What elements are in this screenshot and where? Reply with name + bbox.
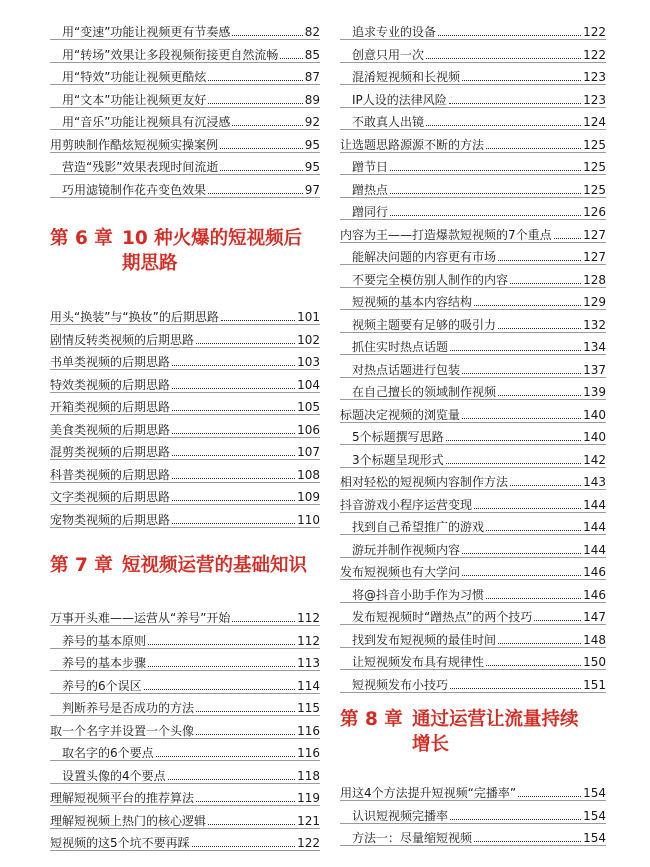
toc-entry-title: 短视频发布小技巧 [352,677,449,692]
toc-entry-title: 抓住实时热点话题 [352,340,449,354]
dot-leader [510,283,581,284]
dot-leader [486,530,581,531]
dot-leader [196,801,295,802]
toc-subentry [340,62,606,84]
toc-entry-title: 5个标题撰写思路 [352,430,444,444]
chapter-title-line2: 增长 [412,734,450,755]
toc-page-number: 144 [583,520,606,534]
dot-leader [446,440,581,441]
dot-leader [390,170,581,171]
toc-entry-title: 不敢真人出镜 [352,115,425,129]
toc-entry [340,220,606,242]
toc-page-number: 108 [297,467,320,482]
toc-entry [50,347,320,369]
toc-entry-title: 用“特效”功能让视频更酷炫 [62,70,207,84]
toc-entry [50,370,320,392]
toc-entry-title: 认识短视频完播率 [352,808,449,823]
toc-page-number: 89 [304,92,320,107]
dot-leader [462,418,581,419]
toc-subentry [340,801,606,823]
toc-page-number: 146 [583,565,606,579]
toc-page-number: 144 [583,542,606,557]
toc-entry-title: 特效类视频的后期思路 [50,377,171,392]
dot-leader [474,305,581,306]
toc-entry [50,302,320,324]
toc-entry-title: 发布短视频时“蹭热点”的两个技巧 [352,610,533,624]
chapter-number: 第 8 章 [340,709,403,730]
toc-entry-title: 能解决问题的内容更有市场 [352,250,497,264]
toc-page-number: 118 [297,768,320,783]
chapter-number: 第 7 章 [50,555,113,576]
toc-page-number: 113 [297,656,320,670]
toc-page-number: 144 [583,497,606,512]
dot-leader [172,365,295,366]
dot-leader [172,388,295,389]
toc-page-number: 122 [583,47,606,62]
toc-page-number: 107 [297,445,320,459]
toc-page-number: 123 [583,92,606,107]
toc-subentry [340,310,606,332]
toc-entry [50,460,320,482]
toc-page-number: 116 [297,723,320,738]
toc-entry-title: 找到发布短视频的最佳时间 [352,632,497,647]
toc-entry-title: 游玩并制作视频内容 [352,542,461,557]
chapter-title-line1: 短视频运营的基础知识 [122,555,308,576]
toc-entry [50,130,320,152]
toc-entry [340,130,606,152]
dot-leader [498,643,581,644]
toc-page-number: 148 [583,632,606,647]
toc-entry [340,557,606,579]
toc-subentry [50,693,320,715]
toc-page-number: 126 [583,205,606,219]
chapter-8-heading [340,707,606,757]
toc-subentry [50,626,320,648]
toc-entry-title: 理解短视频平台的推荐算法 [50,791,195,805]
toc-page-number: 116 [297,746,320,760]
toc-entry [50,482,320,504]
toc-subentry [340,823,606,845]
toc-page-number: 143 [583,475,606,489]
chapter-title-line2: 期思路 [122,253,178,274]
toc-subentry [340,265,606,287]
toc-entry-title: 相对轻松的短视频内容制作方法 [340,475,509,489]
dot-leader [172,500,295,501]
dot-leader [196,734,295,735]
toc-page-number: 106 [297,422,320,437]
toc-entry-title: 剧情反转类视频的后期思路 [50,332,195,347]
toc-entry [340,490,606,512]
dot-leader [450,350,581,351]
dot-leader [426,58,581,59]
toc-page-number: 87 [304,70,320,84]
toc-page-number: 151 [583,677,606,692]
toc-page-number: 104 [297,377,320,392]
toc-page-number: 128 [583,272,606,287]
toc-subentry [340,332,606,354]
toc-subentry [340,355,606,377]
toc-entry [340,778,606,800]
dot-leader [390,193,581,194]
chapter-6-heading [50,226,320,276]
dot-leader [148,644,295,645]
toc-subentry [50,738,320,760]
chapter-number: 第 6 章 [50,228,113,249]
dot-leader [168,779,295,780]
toc-subentry [340,445,606,467]
toc-entry-title: 在自己擅长的领域制作视频 [352,385,497,399]
toc-entry-title: 养号的6个误区 [62,678,142,693]
toc-entry-title: 让选题思路源源不断的方法 [340,137,485,152]
toc-entry-title: 混淆短视频和长视频 [352,70,461,84]
dot-leader [498,395,581,396]
row-divider [340,845,606,846]
toc-entry-title: 不要完全模仿别人制作的内容 [352,272,509,287]
toc-subentry [340,242,606,264]
dot-leader [172,433,295,434]
toc-entry-title: 创意只用一次 [352,47,425,62]
toc-page-number: 85 [304,47,320,62]
toc-page-number: 154 [583,786,606,800]
chapter-title-line1: 通过运营让流量持续 [412,709,579,730]
toc-entry-title: 短视频的这5个坑不要再踩 [50,836,190,850]
toc-entry [50,783,320,805]
toc-subentry [340,197,606,219]
toc-entry-title: 用“音乐”功能让视频具有沉浸感 [62,115,231,129]
toc-page-number: 119 [297,791,320,805]
toc-page-number: 146 [583,587,606,602]
toc-entry-title: 方法一：尽量缩短视频 [352,831,473,845]
toc-page-number: 92 [304,115,320,129]
toc-entry-title: 视频主题要有足够的吸引力 [352,317,497,332]
dot-leader [144,689,295,690]
toc-page-number: 122 [297,836,320,850]
toc-entry-title: 巧用滤镜制作花卉变色效果 [62,182,207,197]
toc-subentry [340,625,606,647]
toc-subentry [340,152,606,174]
toc-page-number: 140 [583,407,606,422]
toc-entry-title: 用头“换装”与“换妆”的后期思路 [50,310,219,324]
toc-subentry [340,377,606,399]
toc-entry-title: 用剪映制作酷炫短视频实操案例 [50,137,219,152]
toc-entry [340,467,606,489]
toc-entry-title: 将@抖音小助手作为习惯 [352,587,485,602]
dot-leader [534,620,581,621]
toc-entry-title: 抖音游戏小程序运营变现 [340,497,473,512]
toc-page-number: 112 [297,633,320,648]
toc-subentry [340,422,606,444]
dot-leader [498,260,581,261]
toc-entry-title: 让短视频发布具有规律性 [352,655,485,669]
toc-entry-title: 万事开头难——运营从“养号”开始 [50,611,231,625]
toc-subentry [50,40,320,62]
dot-leader [232,621,295,622]
toc-page-number: 125 [583,137,606,152]
dot-leader [474,508,581,509]
toc-page-number: 82 [304,25,320,39]
toc-page-number: 122 [583,25,606,39]
toc-page-number: 110 [297,512,320,527]
chapter-7-heading [50,553,320,578]
toc-subentry [340,670,606,692]
dot-leader [232,125,302,126]
toc-subentry [50,152,320,174]
toc-page-number: 101 [297,310,320,324]
toc-entry [50,603,320,625]
dot-leader [221,320,295,321]
dot-leader [486,665,581,666]
dot-leader [172,410,295,411]
toc-subentry [50,107,320,129]
toc-entry-title: 养号的基本步骤 [62,656,147,670]
toc-subentry [340,647,606,669]
dot-leader [172,478,295,479]
dot-leader [280,58,302,59]
toc-entry [50,437,320,459]
toc-entry-title: 蹭节日 [352,160,389,174]
toc-entry-title: 3个标题呈现形式 [352,452,444,467]
dot-leader [449,103,581,104]
dot-leader [196,343,295,344]
toc-page-number: 124 [583,115,606,129]
dot-leader [148,666,295,667]
toc-page-number: 154 [583,831,606,845]
dot-leader [172,455,295,456]
dot-leader [462,373,581,374]
toc-page-number: 125 [583,182,606,197]
dot-leader [192,846,295,847]
dot-leader [156,756,295,757]
toc-subentry [50,648,320,670]
toc-entry [50,325,320,347]
toc-entry-title: 混剪类视频的后期思路 [50,445,171,459]
dot-leader [220,148,303,149]
dot-leader [518,796,581,797]
row-divider [50,197,320,198]
toc-subentry [340,85,606,107]
toc-entry-title: 养号的基本原则 [62,633,147,648]
dot-leader [450,688,581,689]
dot-leader [462,575,581,576]
toc-page-number: 142 [583,452,606,467]
dot-leader [486,598,581,599]
chapter-title-line1: 10 种火爆的短视频后 [122,228,303,249]
dot-leader [426,125,581,126]
toc-page-number: 140 [583,430,606,444]
toc-subentry [50,175,320,197]
toc-page-number: 137 [583,362,606,377]
toc-entry-title: 短视频的基本内容结构 [352,295,473,309]
toc-page-number: 127 [583,227,606,242]
dot-leader [196,711,295,712]
toc-entry-title: 取名字的6个要点 [62,746,154,760]
toc-page-number: 132 [583,317,606,332]
toc-page-number: 97 [304,182,320,197]
toc-subentry [340,512,606,534]
row-divider [50,850,320,851]
toc-page-number: 150 [583,655,606,669]
toc-entry-title: 蹭热点 [352,182,389,197]
toc-subentry [340,107,606,129]
dot-leader [208,824,295,825]
toc-entry-title: 书单类视频的后期思路 [50,355,171,369]
toc-entry [50,828,320,850]
toc-page-number: 134 [583,340,606,354]
toc-entry-title: 营造“残影”效果表现时间流逝 [62,160,219,174]
toc-entry-title: 内容为王——打造爆款短视频的7个重点 [340,227,552,242]
toc-entry-title: 理解短视频上热门的核心逻辑 [50,813,207,828]
toc-entry-title: 宠物类视频的后期思路 [50,512,171,527]
toc-entry-title: 用“变速”功能让视频更有节奏感 [62,25,231,39]
dot-leader [554,238,581,239]
toc-page-number: 102 [297,332,320,347]
toc-entry-title: 取一个名字并设置一个头像 [50,723,195,738]
dot-leader [498,328,581,329]
toc-subentry [340,175,606,197]
toc-entry-title: 对热点话题进行包装 [352,362,461,377]
toc-subentry [340,17,606,39]
toc-entry [50,392,320,414]
dot-leader [438,35,581,36]
toc-subentry [340,602,606,624]
dot-leader [462,553,581,554]
toc-entry [50,415,320,437]
dot-leader [232,35,302,36]
toc-page-number: 147 [583,610,606,624]
toc-subentry [340,40,606,62]
toc-page-number: 114 [297,678,320,693]
toc-entry [340,400,606,422]
toc-entry-title: 发布短视频也有大学问 [340,565,461,579]
dot-leader [390,215,581,216]
dot-leader [462,80,581,81]
toc-entry-title: 找到自己希望推广的游戏 [352,520,485,534]
toc-page-number: 95 [304,160,320,174]
toc-subentry [50,671,320,693]
toc-page-number: 125 [583,160,606,174]
dot-leader [486,148,581,149]
toc-entry-title: 设置头像的4个要点 [62,768,166,783]
toc-entry-title: 蹭同行 [352,205,389,219]
toc-entry-title: 文字类视频的后期思路 [50,490,171,504]
toc-page-number: 115 [297,701,320,715]
toc-entry-title: 用这4个方法提升短视频“完播率” [340,786,517,800]
dot-leader [450,819,581,820]
dot-leader [474,841,581,842]
row-divider [340,692,606,693]
toc-entry-title: 用“文本”功能让视频更友好 [62,92,207,107]
toc-entry-title: 用“转场”效果让多段视频衔接更自然流畅 [62,47,279,62]
toc-subentry [340,580,606,602]
toc-subentry [50,761,320,783]
toc-subentry [340,535,606,557]
toc-subentry [50,85,320,107]
toc-entry-title: 科普类视频的后期思路 [50,467,171,482]
toc-entry-title: IP人设的法律风险 [352,92,447,107]
toc-subentry [50,17,320,39]
toc-page-number: 103 [297,355,320,369]
toc-page-number: 112 [297,611,320,625]
dot-leader [208,80,302,81]
dot-leader [208,103,302,104]
toc-page-number: 123 [583,70,606,84]
toc-subentry [50,62,320,84]
toc-entry-title: 标题决定视频的浏览量 [340,407,461,422]
toc-page-number: 127 [583,250,606,264]
toc-page-number: 129 [583,295,606,309]
toc-entry-title: 开箱类视频的后期思路 [50,400,171,414]
toc-page-number: 109 [297,490,320,504]
row-divider [50,527,320,528]
toc-page-number: 105 [297,400,320,414]
toc-subentry [340,287,606,309]
toc-page-number: 139 [583,385,606,399]
toc-entry [50,806,320,828]
dot-leader [208,193,303,194]
toc-page-number: 154 [583,808,606,823]
dot-leader [220,170,302,171]
dot-leader [510,485,581,486]
toc-entry [50,716,320,738]
toc-entry-title: 判断养号是否成功的方法 [62,701,195,715]
toc-page-number: 121 [297,813,320,828]
dot-leader [446,463,581,464]
toc-entry-title: 追求专业的设备 [352,25,437,39]
toc-page-number: 95 [304,137,320,152]
dot-leader [172,523,295,524]
toc-entry [50,505,320,527]
toc-entry-title: 美食类视频的后期思路 [50,422,171,437]
